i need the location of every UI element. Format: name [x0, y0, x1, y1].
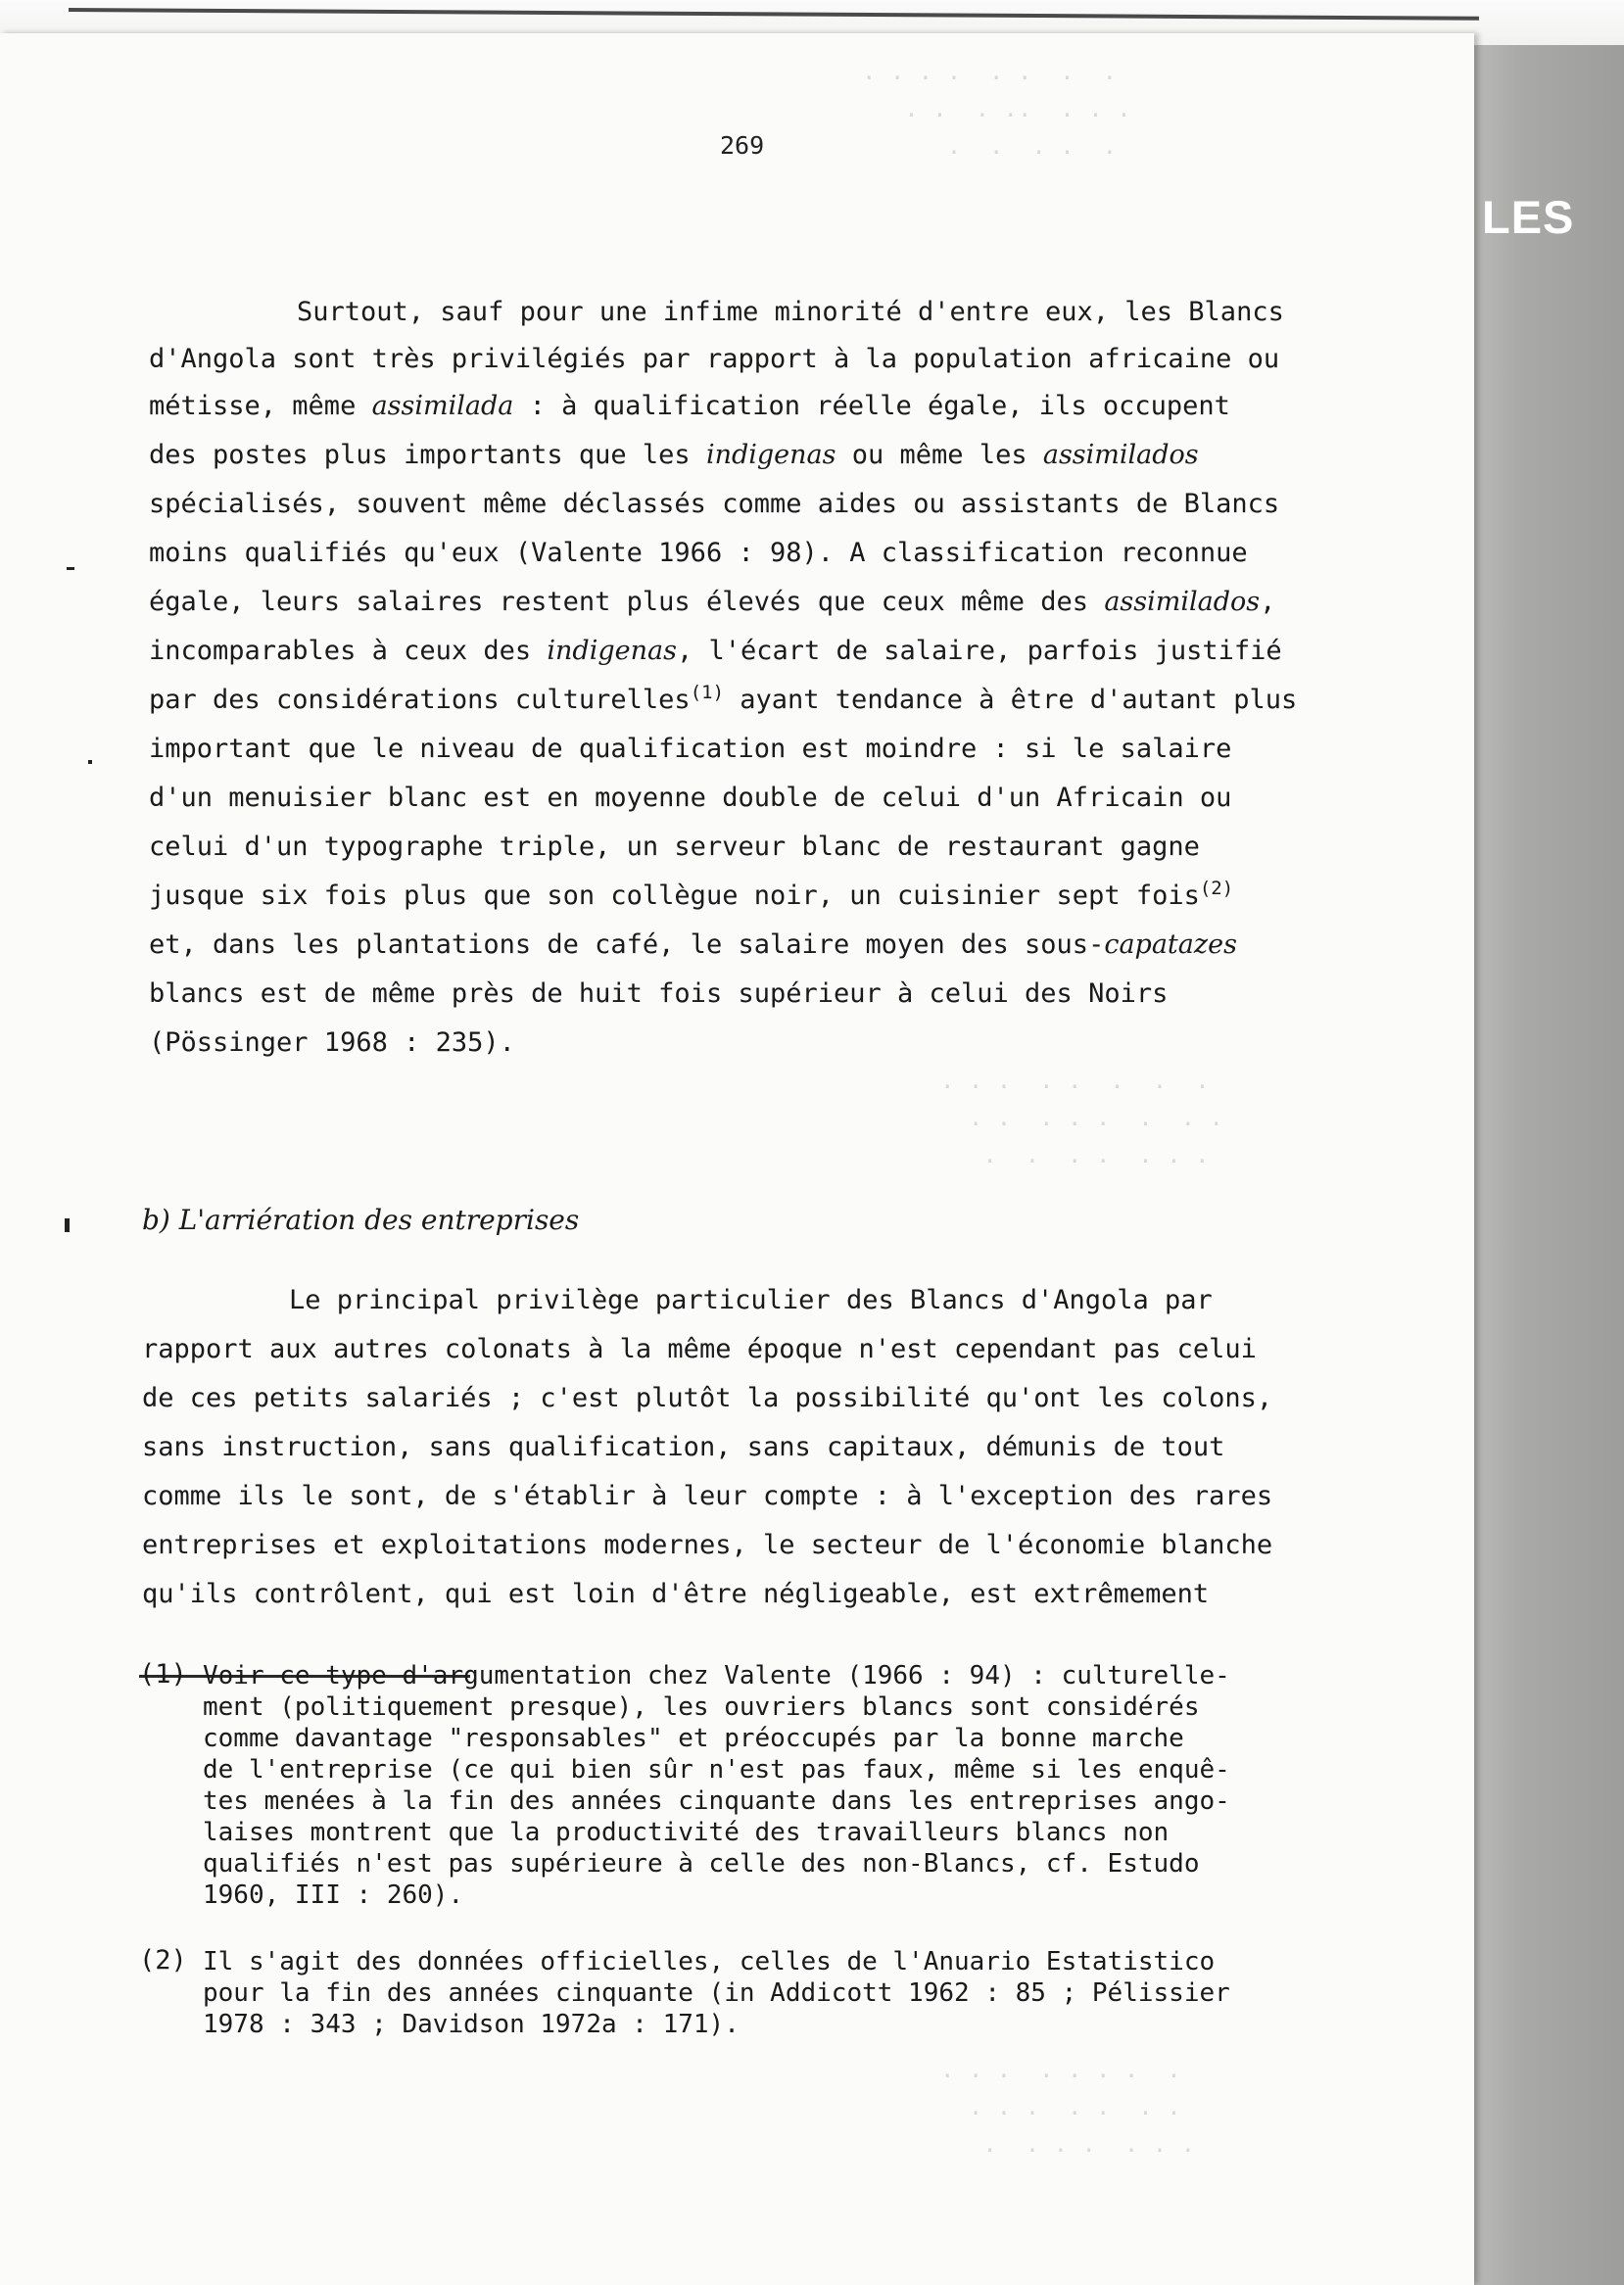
paragraph-line: d'un menuisier blanc est en moyenne double de celui d'un Africain ou [149, 783, 1232, 813]
paragraph-line: métisse, même assimilada : à qualification réelle égale, ils occupent [149, 391, 1230, 421]
paragraph-line: entreprises et exploitations modernes, le secteur de l'économie blanche [142, 1530, 1273, 1560]
paragraph-line: spécialisés, souvent même déclassés comme aides ou assistants de Blancs [149, 489, 1280, 519]
footnote-line: pour la fin des années cinquante (in Addicott 1962 : 85 ; Pélissier [203, 1978, 1230, 2008]
paragraph-line: celui d'un typographe triple, un serveur blanc de restaurant gagne [149, 832, 1200, 862]
paragraph-line: d'Angola sont très privilégiés par rapport à la population africaine ou [149, 344, 1280, 374]
scan-speck [88, 760, 92, 764]
paragraph-line: (Pössinger 1968 : 235). [149, 1027, 515, 1058]
show-through-texture: . . . . . . . . . . . .. . . . . . . . . [862, 58, 1131, 160]
show-through-texture: . . . . . . . . . . . . . . . . . . . . . . [940, 2056, 1196, 2158]
paragraph-line: Le principal privilège particulier des Blancs d'Angola par [289, 1285, 1213, 1315]
footnote-ref-2: (2) [1199, 878, 1234, 899]
underlying-sheet [1464, 45, 1624, 2285]
paragraph-line: par des considérations culturelles$^{(1)}$ ayant tendance à être d'autant plus [149, 682, 1298, 715]
scan-speck [65, 1218, 70, 1232]
footnote-line: Il s'agit des données officielles, celles de l'Anuario Estatistico [203, 1947, 1216, 1976]
footnote-line: ment (politiquement presque), les ouvriers blancs sont considérés [203, 1692, 1200, 1722]
underlying-sheet-text: LES [1482, 191, 1575, 243]
paragraph-line: des postes plus importants que les indigenas ou même les assimilados [149, 440, 1199, 470]
show-through-texture: . . . . . . . . . . . . . . . . . . . . . . . [940, 1067, 1223, 1168]
footnote-number: (1) [139, 1659, 187, 1690]
paragraph-line: incomparables à ceux des indigenas, l'écart de salaire, parfois justifié [149, 636, 1282, 666]
footnote-number: (2) [139, 1945, 187, 1976]
paragraph-line: Surtout, sauf pour une infime minorité d'entre eux, les Blancs [297, 297, 1284, 327]
document-page [0, 33, 1474, 2285]
paragraph-line: sans instruction, sans qualification, sans capitaux, démunis de tout [142, 1432, 1225, 1462]
footnote-line: tes menées à la fin des années cinquante dans les entreprises ango- [203, 1786, 1230, 1816]
footnote-line: de l'entreprise (ce qui bien sûr n'est pas faux, même si les enquê- [203, 1755, 1230, 1785]
footnote-line: 1960, III : 260). [203, 1880, 464, 1910]
footnote-line: 1978 : 343 ; Davidson 1972a : 171). [203, 2010, 740, 2039]
paragraph-line: égale, leurs salaires restent plus élevés que ceux même des assimilados, [149, 587, 1276, 617]
paragraph-line: rapport aux autres colonats à la même époque n'est cependant pas celui [142, 1334, 1257, 1364]
footnote-ref-1: (1) [690, 682, 725, 703]
footnote-line: qualifiés n'est pas supérieure à celle des non-Blancs, cf. Estudo [203, 1849, 1200, 1879]
paragraph-line: comme ils le sont, de s'établir à leur compte : à l'exception des rares [142, 1481, 1273, 1511]
paragraph-line: de ces petits salariés ; c'est plutôt la possibilité qu'ont les colons, [142, 1383, 1273, 1413]
paragraph-line: important que le niveau de qualification est moindre : si le salaire [149, 734, 1232, 764]
paragraph-line: jusque six fois plus que son collègue noir, un cuisinier sept fois$^{(2)}$ [149, 878, 1234, 911]
paragraph-line: qu'ils contrôlent, qui est loin d'être négligeable, est extrêmement [142, 1579, 1210, 1609]
section-heading: b) L'arriération des entreprises [142, 1204, 580, 1236]
scan-speck [67, 567, 74, 570]
paragraph-line: blancs est de même près de huit fois supérieur à celui des Noirs [149, 978, 1169, 1009]
page-number: 269 [720, 131, 765, 160]
paragraph-line: et, dans les plantations de café, le salaire moyen des sous-capatazes [149, 929, 1237, 960]
footnote-line: laises montrent que la productivité des travailleurs blancs non [203, 1818, 1170, 1847]
footnote-line: comme davantage "responsables" et préoccupés par la bonne marche [203, 1724, 1184, 1753]
paragraph-line: moins qualifiés qu'eux (Valente 1966 : 98). A classification reconnue [149, 538, 1248, 568]
footnote-line: Voir ce type d'argumentation chez Valente (1966 : 94) : culturelle- [203, 1661, 1230, 1690]
